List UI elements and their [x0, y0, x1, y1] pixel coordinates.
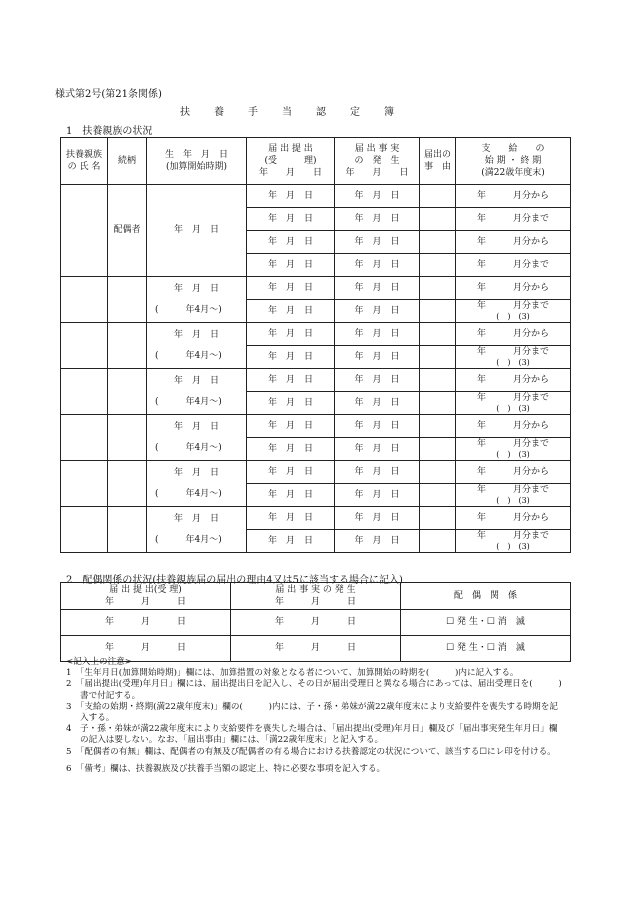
- date-placeholder: 年 月 日: [267, 420, 313, 431]
- table-row: [61, 277, 571, 300]
- header-fact: 届 出 事 実 の 発 生: [275, 585, 356, 595]
- date-placeholder: 年 月 日: [354, 190, 400, 201]
- date-placeholder: 年 月 日: [274, 643, 356, 653]
- birth-cell: [147, 185, 247, 277]
- note-item: 5 「配偶者の有無」欄は、配偶者の有無及び配偶者の有る場合における扶養認定の状況について、該当する☐にレ印を付ける。: [66, 746, 556, 757]
- relation-cell: [108, 323, 147, 369]
- table-row: [61, 185, 571, 208]
- fact-cell: [335, 392, 420, 415]
- period-cell: [456, 185, 571, 208]
- col-fact: [231, 583, 401, 610]
- header-submit: 届 出 提 出: [268, 144, 313, 154]
- fact-cell: [335, 415, 420, 438]
- date-placeholder: 年 月 日: [354, 420, 400, 431]
- status-checkboxes: ☐ 発 生・☐ 消 滅: [446, 643, 525, 653]
- date-placeholder: 年 月 日: [267, 443, 313, 454]
- notes-heading: <記入上の注意>: [66, 657, 132, 667]
- period-until: 年 月分まで: [476, 439, 549, 449]
- birth-cell: [147, 277, 247, 323]
- birth-cell: [147, 415, 247, 461]
- date-placeholder: 年 月 日: [173, 283, 219, 294]
- col-relation: [401, 583, 571, 610]
- header-reason: 事 由: [423, 162, 451, 172]
- submit-cell: [247, 254, 335, 277]
- submit-cell: [61, 610, 231, 636]
- name-cell: [61, 323, 108, 369]
- period-cell: [456, 484, 571, 507]
- title-char: 当: [282, 107, 292, 118]
- name-cell: [61, 415, 108, 461]
- relation-cell: [108, 507, 147, 553]
- period-until-sub: ( ) (3): [496, 358, 530, 367]
- table-row: [61, 323, 571, 346]
- table-row: [61, 461, 571, 484]
- fact-cell: [335, 277, 420, 300]
- reason-cell: [420, 438, 456, 461]
- period-from: 年 月分から: [476, 236, 549, 247]
- period-cell: [456, 231, 571, 254]
- period-cell: [456, 346, 571, 369]
- period-from: 年 月分から: [476, 190, 549, 201]
- fact-cell: [335, 507, 420, 530]
- section2-heading: 2 配偶関係の状況(扶養親族届の届出の理由4又は5に該当する場合に記入): [66, 575, 403, 586]
- header-birth: (加算開始時期): [165, 162, 228, 172]
- period-from: 年 月分から: [476, 512, 549, 523]
- date-placeholder: 年 月 日: [267, 512, 313, 523]
- date-placeholder: 年 月 日: [267, 305, 313, 316]
- birth-cell: [147, 369, 247, 415]
- header-submit: 届 出 提 出(受 理): [109, 585, 182, 595]
- col-fact: [335, 138, 420, 185]
- period-from: 年 月分から: [476, 328, 549, 339]
- col-submit: [247, 138, 335, 185]
- reason-cell: [420, 254, 456, 277]
- note-item: 3 「支給の始期・終期(満22歳年度末)」欄の( )内には、子・孫・弟妹が満22歳年度末により支給要件を喪失する時期を記入する。: [66, 701, 558, 724]
- period-until-sub: ( ) (3): [496, 312, 530, 321]
- date-placeholder: 年 月 日: [267, 397, 313, 408]
- date-placeholder: 年 月 日: [354, 535, 400, 546]
- date-placeholder: 年 月 日: [354, 213, 400, 224]
- period-cell: [456, 208, 571, 231]
- header-period: 始 期 ・ 終 期: [484, 156, 542, 166]
- period-cell: [456, 323, 571, 346]
- header-relation: 続柄: [117, 156, 136, 166]
- header-fact: 年 月 日: [345, 168, 409, 178]
- spouse-table: [60, 582, 571, 662]
- period-cell: [456, 461, 571, 484]
- table-row: [61, 369, 571, 392]
- reason-cell: [420, 507, 456, 530]
- relation-cell: [108, 369, 147, 415]
- date-placeholder: 年 月 日: [173, 513, 219, 524]
- submit-cell: [247, 415, 335, 438]
- reason-cell: [420, 484, 456, 507]
- header-period: (満22歳年度末): [481, 168, 545, 178]
- submit-cell: [247, 323, 335, 346]
- name-cell: [61, 277, 108, 323]
- period-cell: [456, 438, 571, 461]
- header-submit: 年 月 日: [104, 597, 186, 607]
- reason-cell: [420, 231, 456, 254]
- note-item: 2 「届出提出(受理)年月日」欄には、届出提出日を記入し、その日が届出受理日と異なる場合にあっては、届出受理日を( )書で付記する。: [66, 679, 562, 701]
- note-item: 4 子・孫・弟妹が満22歳年度末により支給要件を喪失した場合は、「届出提出(受理)年月日」欄及び「届出事実発生年月日」欄の記入は要しない。なお、「届出事由」欄には、「満22歳年度末」と記入する。: [66, 724, 558, 746]
- date-placeholder: 年 月 日: [173, 329, 219, 340]
- date-placeholder: 年 月 日: [267, 190, 313, 201]
- submit-cell: [247, 277, 335, 300]
- submit-cell: [247, 231, 335, 254]
- date-placeholder: 年 月 日: [354, 259, 400, 270]
- fact-cell: [335, 300, 420, 323]
- col-reason: [420, 138, 456, 185]
- submit-cell: [247, 300, 335, 323]
- date-placeholder: 年 月 日: [274, 617, 356, 627]
- date-placeholder: 年 月 日: [354, 328, 400, 339]
- title-char: 定: [350, 107, 360, 118]
- date-placeholder: 年 月 日: [354, 443, 400, 454]
- date-placeholder: 年 月 日: [354, 512, 400, 523]
- period-from: 年 月分から: [476, 466, 549, 477]
- reason-cell: [420, 300, 456, 323]
- fact-cell: [335, 438, 420, 461]
- note-item: 6 「備考」欄は、扶養親族及び扶養手当額の認定上、特に必要な事項を記入する。: [66, 763, 386, 774]
- period-cell: [456, 507, 571, 530]
- date-placeholder: 年 月 日: [354, 351, 400, 362]
- title-char: 養: [214, 107, 224, 118]
- fact-cell: [335, 254, 420, 277]
- period-until-sub: ( ) (3): [496, 496, 530, 505]
- date-placeholder: 年 月 日: [354, 374, 400, 385]
- period-until: 年 月分まで: [476, 259, 549, 270]
- start-note: ( 年4月～): [155, 534, 222, 545]
- col-name: [61, 138, 108, 185]
- title-char: 扶: [180, 107, 190, 118]
- relation-cell: [108, 185, 147, 277]
- period-until: 年 月分まで: [476, 301, 549, 311]
- header-fact: の 発 生: [354, 156, 400, 166]
- status-checkboxes: ☐ 発 生・☐ 消 滅: [446, 617, 525, 627]
- col-period: [456, 138, 571, 185]
- birth-cell: [147, 461, 247, 507]
- period-cell: [456, 392, 571, 415]
- header-submit: (受 理): [264, 156, 317, 166]
- submit-cell: [247, 530, 335, 553]
- fact-cell: [335, 208, 420, 231]
- date-placeholder: 年 月 日: [173, 467, 219, 478]
- header-reason: 届出の: [423, 150, 451, 160]
- period-until: 年 月分まで: [476, 213, 549, 224]
- start-note: ( 年4月～): [155, 304, 222, 315]
- submit-cell: [247, 369, 335, 392]
- reason-cell: [420, 323, 456, 346]
- date-placeholder: 年 月 日: [104, 643, 186, 653]
- date-placeholder: 年 月 日: [267, 259, 313, 270]
- period-until-sub: ( ) (3): [496, 542, 530, 551]
- header-fact: 年 月 日: [274, 597, 356, 607]
- form-number: 様式第2号(第21条関係): [55, 89, 162, 100]
- period-cell: [456, 300, 571, 323]
- submit-cell: [247, 208, 335, 231]
- fact-cell: [335, 530, 420, 553]
- period-cell: [456, 369, 571, 392]
- date-placeholder: 年 月 日: [267, 535, 313, 546]
- spouse-label: 配偶者: [113, 225, 141, 235]
- relation-cell: [108, 277, 147, 323]
- start-note: ( 年4月～): [155, 396, 222, 407]
- date-placeholder: 年 月 日: [354, 466, 400, 477]
- reason-cell: [420, 369, 456, 392]
- period-until-sub: ( ) (3): [496, 450, 530, 459]
- submit-cell: [247, 484, 335, 507]
- fact-cell: [335, 185, 420, 208]
- date-placeholder: 年 月 日: [354, 236, 400, 247]
- start-note: ( 年4月～): [155, 350, 222, 361]
- date-placeholder: 年 月 日: [267, 328, 313, 339]
- start-note: ( 年4月～): [155, 442, 222, 453]
- period-cell: [456, 530, 571, 553]
- period-until-sub: ( ) (3): [496, 404, 530, 413]
- period-until: 年 月分まで: [476, 393, 549, 403]
- date-placeholder: 年 月 日: [173, 421, 219, 432]
- page-title: [180, 103, 418, 118]
- reason-cell: [420, 530, 456, 553]
- submit-cell: [247, 346, 335, 369]
- period-until: 年 月分まで: [476, 485, 549, 495]
- header-name: の 氏 名: [67, 162, 101, 172]
- date-placeholder: 年 月 日: [267, 213, 313, 224]
- col-submit: [61, 583, 231, 610]
- fact-cell: [335, 461, 420, 484]
- name-cell: [61, 507, 108, 553]
- period-until: 年 月分まで: [476, 347, 549, 357]
- period-cell: [456, 277, 571, 300]
- period-from: 年 月分から: [476, 420, 549, 431]
- submit-cell: [247, 461, 335, 484]
- relation-cell: [108, 461, 147, 507]
- birth-cell: [147, 507, 247, 553]
- title-char: 認: [316, 107, 326, 118]
- header-fact: 届 出 事 実: [354, 144, 400, 154]
- submit-cell: [247, 507, 335, 530]
- date-placeholder: 年 月 日: [267, 374, 313, 385]
- period-from: 年 月分から: [476, 282, 549, 293]
- section1-heading: 1 扶養親族の状況: [66, 126, 153, 137]
- header-name: 扶養親族: [65, 150, 102, 160]
- notes: [66, 657, 566, 775]
- date-placeholder: 年 月 日: [267, 236, 313, 247]
- reason-cell: [420, 392, 456, 415]
- reason-cell: [420, 346, 456, 369]
- date-placeholder: 年 月 日: [267, 466, 313, 477]
- period-cell: [456, 415, 571, 438]
- fact-cell: [335, 346, 420, 369]
- birth-cell: [147, 323, 247, 369]
- status-cell: [401, 610, 571, 636]
- start-note: ( 年4月～): [155, 488, 222, 499]
- fact-cell: [335, 369, 420, 392]
- date-placeholder: 年 月 日: [267, 489, 313, 500]
- date-placeholder: 年 月 日: [104, 617, 186, 627]
- reason-cell: [420, 415, 456, 438]
- period-until: 年 月分まで: [476, 531, 549, 541]
- reason-cell: [420, 277, 456, 300]
- table-row: [61, 507, 571, 530]
- header-birth: 生 年 月 日: [164, 150, 228, 160]
- col-relation: [108, 138, 147, 185]
- date-placeholder: 年 月 日: [173, 375, 219, 386]
- date-placeholder: 年 月 日: [354, 489, 400, 500]
- date-placeholder: 年 月 日: [354, 282, 400, 293]
- period-from: 年 月分から: [476, 374, 549, 385]
- submit-cell: [247, 438, 335, 461]
- dependents-table: [60, 137, 571, 553]
- date-placeholder: 年 月 日: [267, 282, 313, 293]
- header-relation: 配 偶 関 係: [453, 591, 517, 601]
- reason-cell: [420, 208, 456, 231]
- fact-cell: [335, 323, 420, 346]
- name-cell: [61, 369, 108, 415]
- relation-cell: [108, 415, 147, 461]
- title-char: 手: [248, 107, 258, 118]
- reason-cell: [420, 461, 456, 484]
- fact-cell: [335, 484, 420, 507]
- date-placeholder: 年 月 日: [267, 351, 313, 362]
- date-placeholder: 年 月 日: [354, 305, 400, 316]
- header-period: 支 給 の: [481, 144, 545, 154]
- fact-cell: [231, 610, 401, 636]
- name-cell: [61, 461, 108, 507]
- reason-cell: [420, 185, 456, 208]
- name-cell: [61, 185, 108, 277]
- header-submit: 年 月 日: [258, 168, 322, 178]
- col-birth: [147, 138, 247, 185]
- title-char: 簿: [384, 107, 394, 118]
- date-placeholder: 年 月 日: [173, 225, 219, 235]
- note-item: 1 「生年月日(加算開始時期)」欄には、加算措置の対象となる者について、加算開始の時期を( )内に記入する。: [66, 668, 519, 679]
- submit-cell: [247, 185, 335, 208]
- table-row: [61, 610, 571, 636]
- submit-cell: [247, 392, 335, 415]
- fact-cell: [335, 231, 420, 254]
- table-row: [61, 415, 571, 438]
- date-placeholder: 年 月 日: [354, 397, 400, 408]
- period-cell: [456, 254, 571, 277]
